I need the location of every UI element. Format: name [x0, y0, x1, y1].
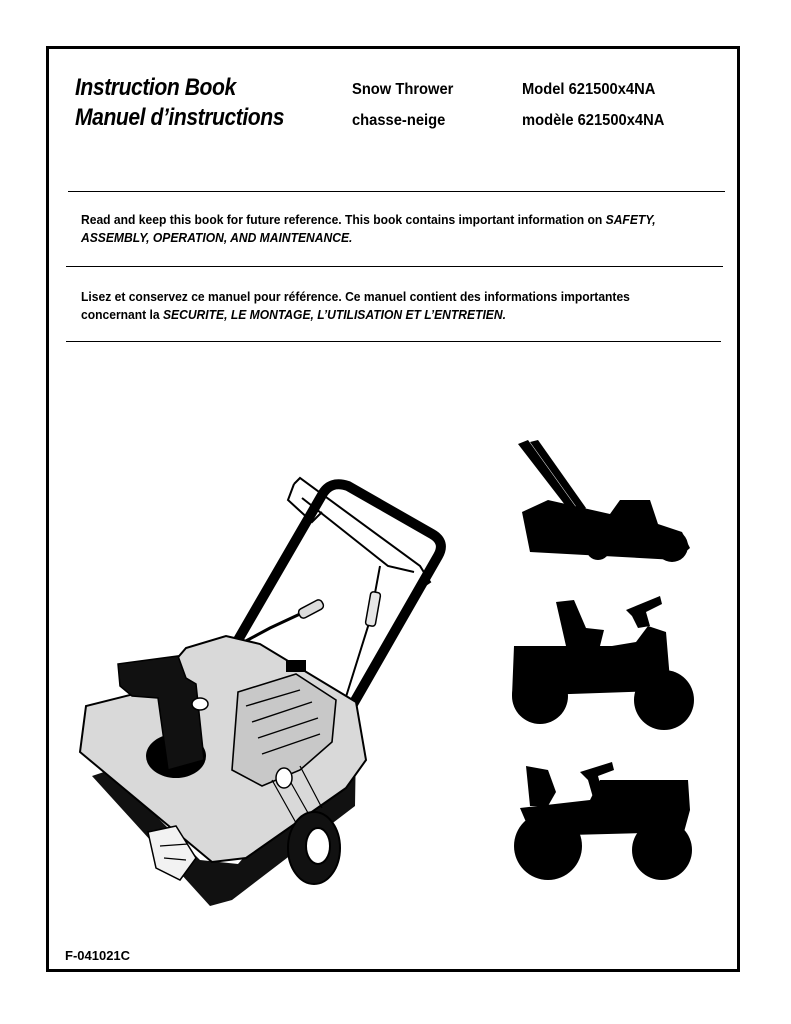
model-number-english: Model 621500x4NA: [522, 81, 656, 98]
intro-french-text: Lisez et conservez ce manuel pour référence. Ce manuel contient des informations importantes concernant la: [81, 289, 630, 322]
intro-english-text: Read and keep this book for future reference. This book contains important information on: [81, 212, 606, 227]
product-name-french: chasse-neige: [352, 112, 446, 129]
intro-english-emphasis: SAFETY, ASSEMBLY, OPERATION, AND MAINTENANCE.: [81, 212, 656, 245]
title-english: Instruction Book: [75, 74, 236, 101]
intro-french-emphasis: SECURITE, LE MONTAGE, L’UTILISATION ET L’ENTRETIEN.: [162, 307, 506, 322]
form-code: F-041021C: [65, 948, 131, 963]
model-number-french: modèle 621500x4NA: [522, 112, 665, 129]
title-french: Manuel d’instructions: [75, 104, 285, 131]
product-name-english: Snow Thrower: [352, 81, 454, 98]
